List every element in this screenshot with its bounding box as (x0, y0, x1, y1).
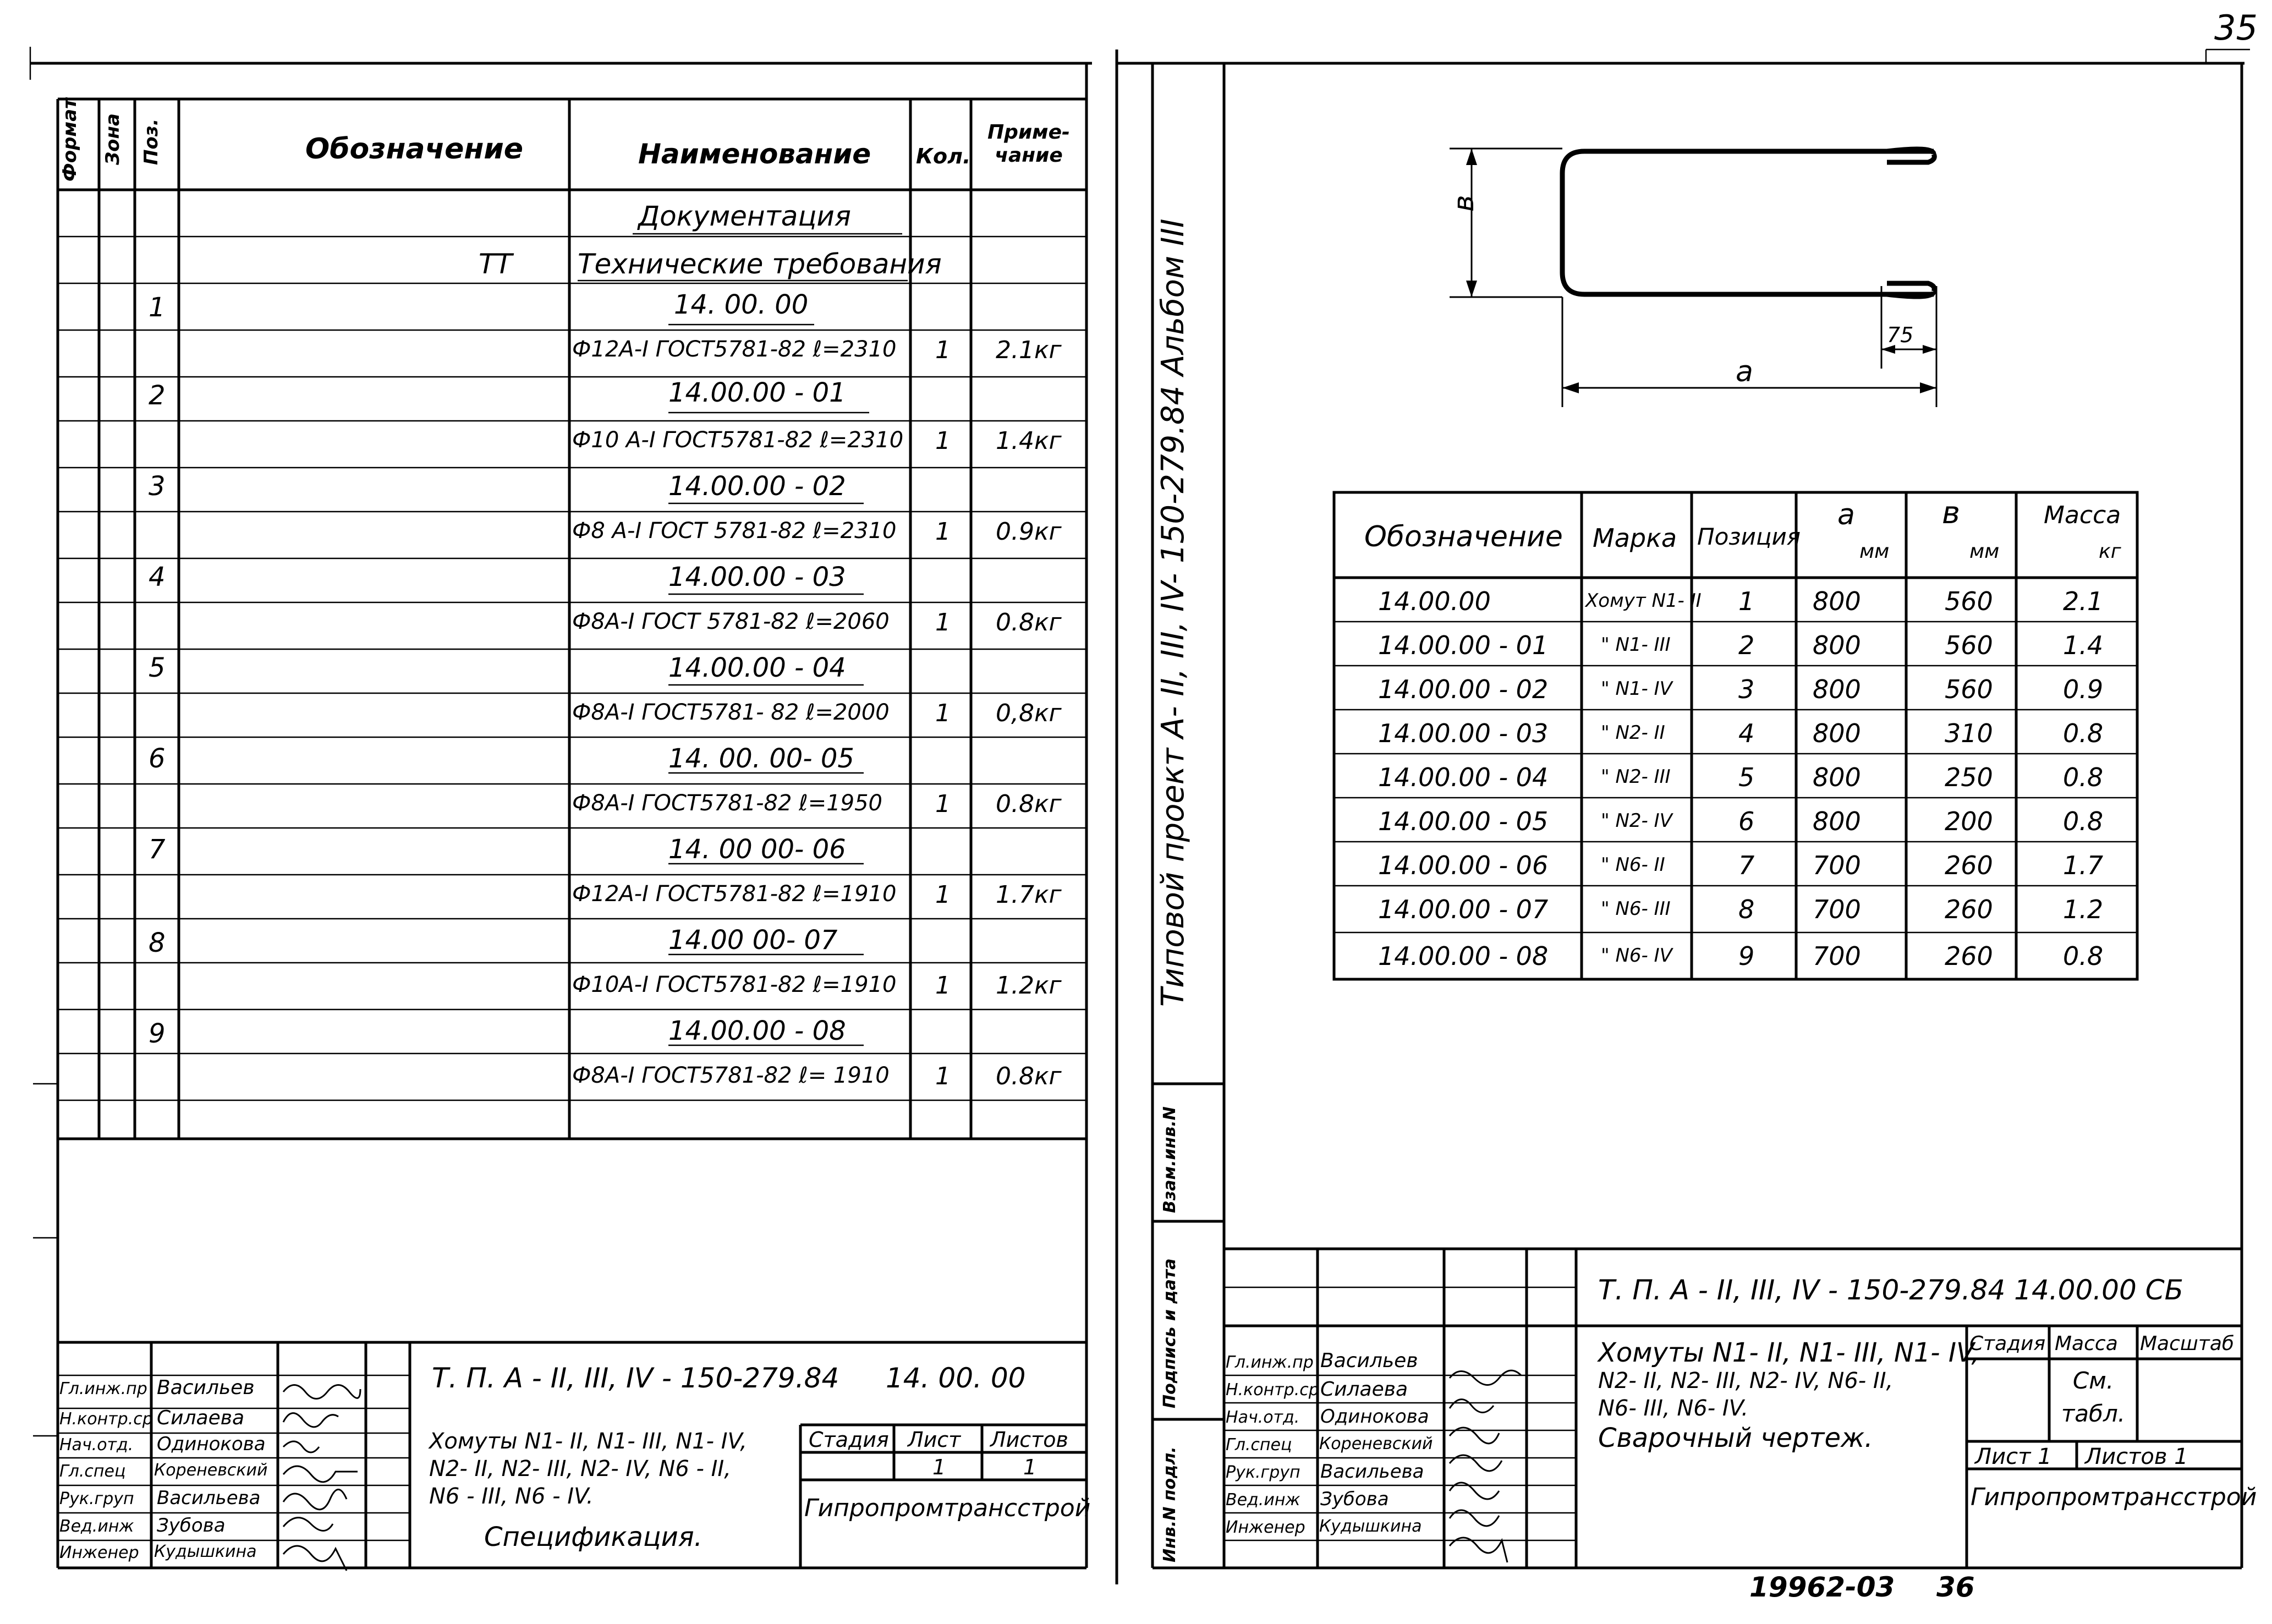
right-stamp-sheet-text: Лист 1 (1975, 1444, 2052, 1469)
right-stamp-mass-value: См. табл. (2061, 1367, 2126, 1427)
header-name: Наименование (638, 138, 871, 170)
header-designation: Обозначение (305, 133, 524, 166)
sheet-number-top: 35 (2214, 8, 2258, 48)
table-header-a-unit: мм (1859, 540, 1890, 563)
footer-code: 19962-03 (1749, 1571, 1895, 1603)
header-pos: Поз. (140, 118, 162, 165)
header-zone: Зона (102, 113, 124, 165)
right-stamp-title-1: Хомуты N1- II, N1- III, N1- IV, (1598, 1337, 1980, 1368)
tt-code: ТТ (479, 248, 513, 280)
side-stamp-signature: Подпись и дата (1160, 1258, 1179, 1408)
right-stamp-project: Т. П. А - II, III, IV - 150-279.84 14.00.00 СБ (1598, 1274, 2183, 1306)
left-stamp-title-1: Хомуты N1- II, N1- III, N1- IV, (429, 1429, 748, 1454)
left-stamp-sheets-label: Листов (990, 1428, 1068, 1452)
right-stamp-title-2: N2- II, N2- III, N2- IV, N6- II, (1598, 1368, 1894, 1393)
left-stamp-doc-code: 14. 00. 00 (886, 1362, 1026, 1394)
header-note: Приме-чание (987, 121, 1070, 167)
right-stamp-scale-label: Масштаб (2140, 1332, 2235, 1355)
table-header-designation: Обозначение (1364, 520, 1563, 553)
table-header-b-unit: мм (1969, 540, 2000, 563)
right-stamp-stage-label: Стадия (1969, 1332, 2046, 1355)
right-stamp-title-4: Сварочный чертеж. (1598, 1423, 1873, 1453)
table-header-position: Позиция (1697, 523, 1801, 550)
right-stamp-org: Гипропромтрансстрой (1971, 1483, 2257, 1511)
left-stamp-stage-label: Стадия (809, 1428, 889, 1452)
table-header-mark: Марка (1593, 523, 1677, 553)
dim-75-label: 75 (1887, 323, 1914, 347)
footer-page: 36 (1936, 1571, 1975, 1603)
left-stamp-title-3: N6 - III, N6 - IV. (429, 1484, 594, 1509)
left-stamp-project: Т. П. А - II, III, IV - 150-279.84 (432, 1362, 839, 1394)
left-stamp-sheet-label: Лист (908, 1428, 961, 1452)
table-header-b: в (1942, 495, 1961, 531)
header-qty: Кол. (916, 144, 971, 168)
left-stamp-title-4: Спецификация. (484, 1522, 703, 1552)
section-title: Документация (638, 200, 851, 232)
right-stamp-title-3: N6- III, N6- IV. (1598, 1396, 1749, 1421)
side-title: Типовой проект А- II, III, IV- 150-279.84 Альбом III (1155, 218, 1191, 1007)
left-stamp-sheets-value: 1 (1023, 1455, 1037, 1479)
side-stamp-inv: Инв.N подл. (1160, 1446, 1179, 1562)
table-header-a: а (1837, 498, 1855, 531)
right-stamp-mass-label: Масса (2055, 1332, 2118, 1355)
left-stamp-title-2: N2- II, N2- III, N2- IV, N6 - II, (429, 1456, 731, 1482)
table-header-mass: Масса (2044, 501, 2121, 529)
left-stamp-org: Гипропромтрансстрой (804, 1494, 1091, 1522)
dim-b-label: в (1447, 195, 1480, 212)
dim-a-label: а (1736, 355, 1753, 388)
table-header-mass-unit: кг (2099, 540, 2121, 563)
header-format: Формат (59, 98, 81, 182)
left-stamp-sheet-value: 1 (932, 1455, 946, 1479)
side-stamp-replace: Взам.инв.N (1160, 1106, 1179, 1213)
tt-name: Технические требования (578, 248, 942, 280)
right-stamp-sheets-text: Листов 1 (2085, 1444, 2188, 1469)
